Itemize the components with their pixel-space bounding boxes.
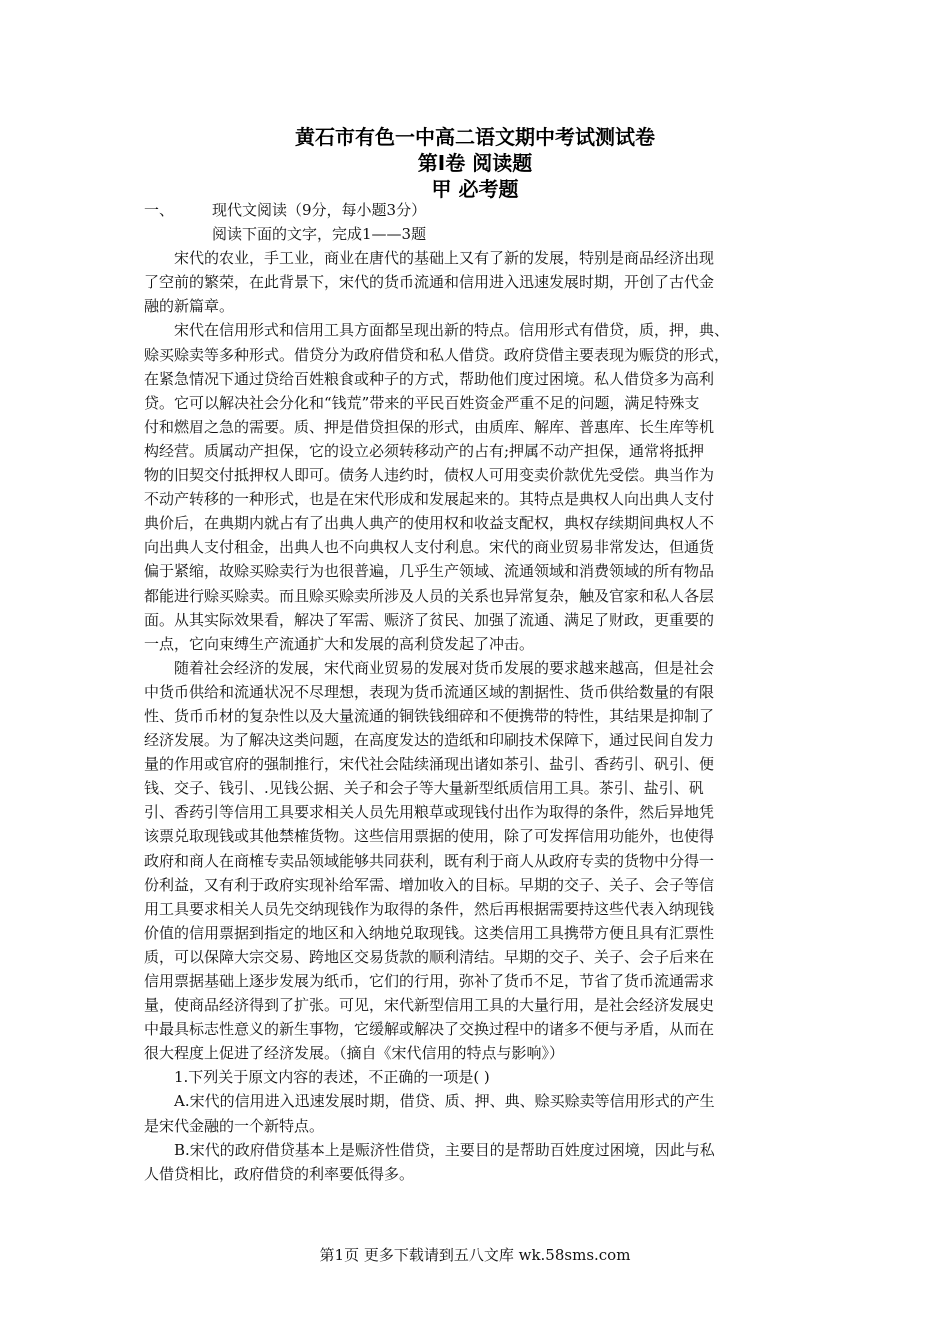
exam-title: 黄石市有色一中高二语文期中考试测试卷	[295, 125, 655, 149]
option-b-line: B.宋代的政府借贷基本上是赈济性借贷，主要目的是帮助百姓度过困境，因此与私	[174, 1140, 715, 1159]
question-stem: 1.下列关于原文内容的表述，不正确的一项是( )	[174, 1068, 490, 1087]
paragraph-line: 量，使商品经济得到了扩张。可见，宋代新型信用工具的大量行用，是社会经济发展史	[144, 996, 715, 1015]
paragraph-line: 在紧急情况下通过贷给百姓粮食或种子的方式，帮助他们度过困境。私人借贷多为高利	[144, 369, 715, 388]
paragraph-line: 量的作用或官府的强制推行，宋代社会陆续涌现出诸如茶引、盐引、香药引、矾引、便	[144, 755, 715, 774]
page-footer: 第1页 更多下载请到五八文库 wk.58sms.com	[319, 1246, 631, 1264]
body-text	[144, 198, 804, 1186]
question-1	[144, 1065, 804, 1185]
paragraph-line: 构经营。质属动产担保，它的设立必须转移动产的占有;押属不动产担保，通常将抵押	[144, 441, 705, 460]
paragraph-line: 钱、交子、钱引、.见钱公据、关子和会子等大量新型纸质信用工具。茶引、盐引、矾	[144, 779, 704, 798]
paragraph-line: 性、货币币材的复杂性以及大量流通的铜铁钱细碎和不便携带的特性，其结果是抑制了	[144, 706, 715, 725]
paragraph-line: 经济发展。为了解决这类问题，在高度发达的造纸和印刷技术保障下，通过民间自发力	[144, 731, 715, 750]
part-title: 甲 必考题	[431, 177, 519, 201]
paragraph-line: 物的旧契交付抵押权人即可。债务人违约时，债权人可用变卖价款优先受偿。典当作为	[144, 466, 715, 485]
paragraph-line: 不动产转移的一种形式，也是在宋代形成和发展起来的。其特点是典权人向出典人支付	[144, 490, 715, 509]
paragraph-line: 宋代的农业，手工业，商业在唐代的基础上又有了新的发展，特别是商品经济出现	[174, 249, 715, 268]
paragraph-line: 很大程度上促进了经济发展。（摘自《宋代信用的特点与影响》）	[144, 1044, 565, 1063]
option-b-line: 人借贷相比，政府借贷的利率要低得多。	[144, 1164, 415, 1183]
paragraph-line: 典价后，在典期内就占有了出典人典产的使用权和收益支配权，典权存续期间典权人不	[144, 514, 715, 533]
option-a-line: A.宋代的信用进入迅速发展时期，借贷、质、押、典、赊买赊卖等信用形式的产生	[174, 1092, 715, 1111]
paragraph-line: 信用票据基础上逐步发展为纸币，它们的行用，弥补了货币不足，节省了货币流通需求	[144, 972, 715, 990]
paragraph-line: 政府和商人在商榷专卖品领域能够共同获利，既有利于商人从政府专卖的货物中分得一	[144, 851, 715, 870]
paragraph-line: 价值的信用票据到指定的地区和入纳地兑取现钱。这类信用工具携带方便且具有汇票性	[144, 923, 715, 942]
paragraph-line: 随着社会经济的发展，宋代商业贸易的发展对货币发展的要求越来越高，但是社会	[174, 658, 715, 677]
title-block	[0, 124, 950, 202]
paragraph-line: 了空前的繁荣，在此背景下，宋代的货币流通和信用进入迅速发展时期，开创了古代金	[144, 273, 715, 292]
paragraph-line: 付和燃眉之急的需要。质、押是借贷担保的形式，由质库、解库、普惠库、长生库等机	[144, 417, 715, 436]
paragraph-line: 一点，它向束缚生产流通扩大和发展的高利贷发起了冲击。	[144, 634, 535, 653]
paragraph-1	[144, 246, 804, 318]
paragraph-2	[144, 318, 804, 655]
paragraph-line: 中最具标志性意义的新生事物，它缓解或解决了交换过程中的诸多不便与矛盾，从而在	[144, 1020, 715, 1039]
paragraph-line: 都能进行赊买赊卖。而且赊买赊卖所涉及人员的关系也异常复杂，触及官家和私人各层	[144, 586, 715, 605]
paragraph-line: 用工具要求相关人员先交纳现钱作为取得的条件，然后再根据需要持这些代表入纳现钱	[144, 899, 715, 918]
section-number: 一、	[144, 201, 175, 219]
paragraph-line: 面。从其实际效果看，解决了军需、赈济了贫民、加强了流通、满足了财政，更重要的	[144, 610, 715, 629]
volume-title: 第Ⅰ卷 阅读题	[417, 151, 533, 175]
paragraph-line: 向出典人支付租金，出典人也不向典权人支付利息。宋代的商业贸易非常发达，但通货	[144, 538, 715, 557]
section-heading	[144, 198, 804, 222]
paragraph-line: 融的新篇章。	[144, 297, 235, 316]
paragraph-line: 贷。它可以解决社会分化和“钱荒”带来的平民百姓资金严重不足的问题，满足特殊支	[144, 393, 700, 412]
paragraph-line: 质，可以保障大宗交易、跨地区交易货款的顺利清结。早期的交子、关子、会子后来在	[144, 947, 715, 966]
paragraph-3	[144, 656, 804, 1066]
section-instruction: 阅读下面的文字，完成1——3题	[212, 225, 427, 244]
paragraph-line: 引、香药引等信用工具要求相关人员先用粮草或现钱付出作为取得的条件，然后异地凭	[144, 803, 715, 822]
paragraph-line: 偏于紧缩，故赊买赊卖行为也很普遍，几乎生产领域、流通领域和消费领域的所有物品	[144, 562, 715, 581]
paragraph-line: 宋代在信用形式和信用工具方面都呈现出新的特点。信用形式有借贷，质，押，典、	[174, 321, 730, 340]
paragraph-line: 赊买赊卖等多种形式。借贷分为政府借贷和私人借贷。政府贷借主要表现为赈贷的形式，	[144, 345, 730, 364]
paragraph-line: 该票兑取现钱或其他禁榷货物。这些信用票据的使用，除了可发挥信用功能外，也使得	[144, 827, 715, 846]
paragraph-line: 份利益，又有利于政府实现补给军需、增加收入的目标。早期的交子、关子、会子等信	[144, 875, 715, 894]
section-title: 现代文阅读（9分，每小题3分）	[212, 201, 427, 219]
paragraph-line: 中货币供给和流通状况不尽理想，表现为货币流通区域的割据性、货币供给数量的有限	[144, 682, 715, 701]
option-a-line: 是宋代金融的一个新特点。	[144, 1116, 325, 1135]
